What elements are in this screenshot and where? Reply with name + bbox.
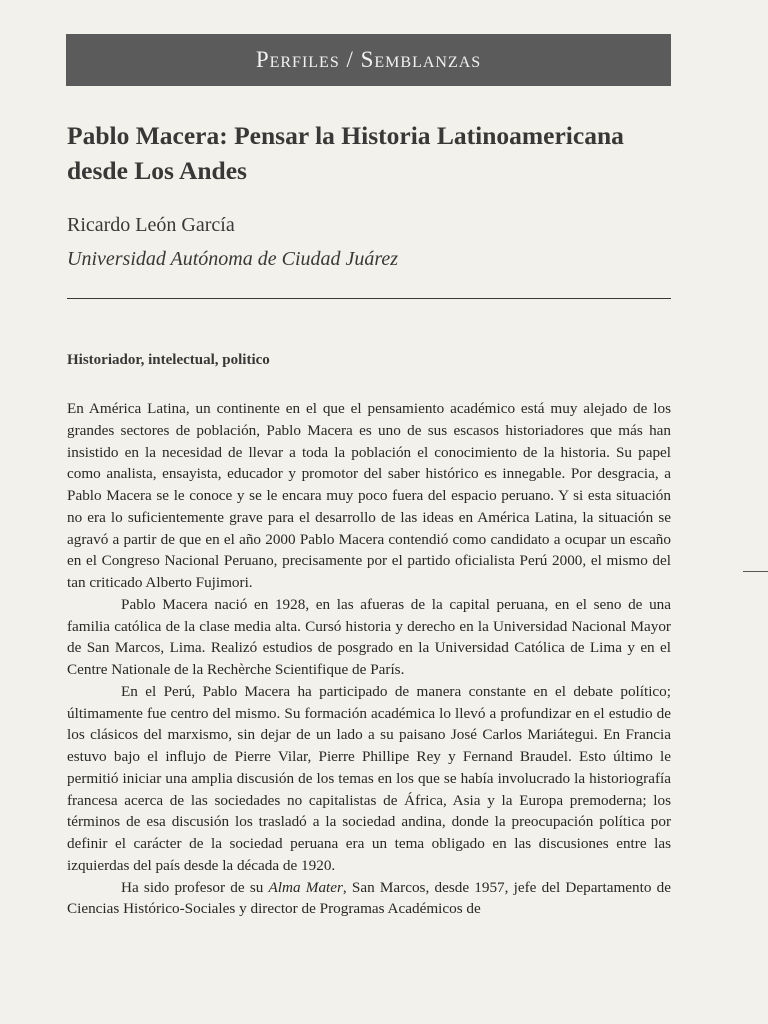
paragraph-3: En el Perú, Pablo Macera ha participado de manera constante en el debate político; últimamente fue centro del mismo. Su formación académica lo llevó a profundizar en el estudio de los clásicos del marxismo, sin dejar de un lado a su paisano José Carlos Mariátegui. En Francia estuvo bajo el influjo de Pierre Vilar, Pierre Phillipe Rey y Fernand Braudel. Esto último le permitió iniciar una amplia discusión de los temas en los que se había involucrado la historiografía francesa acerca de las sociedades no capitalistas de África, Asia y la Europa premoderna; los términos de esa discusión los trasladó a la sociedad andina, donde la preocupación política por definir el carácter de la sociedad peruana era un tema obligado en las discusiones entre las izquierdas del país desde la década de 1920.	[67, 682, 671, 874]
paragraph-1: En América Latina, un continente en el que el pensamiento académico está muy alejado de los grandes sectores de población, Pablo Macera es uno de sus escasos historiadores que más han insistido en la necesidad de llevar a toda la población el conocimiento de la historia. Su papel como analista, ensayista, educador y promotor del saber histórico es innegable. Por desgracia, a Pablo Macera se le conoce y se le encara muy poco fuera del espacio peruano. Y si esta situación no era lo suficientemente grave para el desarrollo de las ideas en América Latina, la situación se agravó a partir de que en el año 2000 Pablo Macera contendió como candidato a ocupar un escaño en el Congreso Nacional Peruano, precisamente por el partido oficialista Perú 2000, el mismo del tan criticado Alberto Fujimori.	[67, 400, 671, 591]
article-body	[67, 398, 671, 920]
alma-mater-italic: Alma Mater	[268, 878, 343, 896]
author-affiliation: Universidad Autónoma de Ciudad Juárez	[67, 248, 399, 270]
paragraph-4-start: Ha sido profesor de su	[121, 878, 269, 896]
section-heading: Historiador, intelectual, politico	[67, 352, 270, 368]
header-divider	[67, 298, 671, 299]
paragraph-2: Pablo Macera nació en 1928, en las afueras de la capital peruana, en el seno de una familia católica de la clase media alta. Cursó historia y derecho en la Universidad Nacional Mayor de San Marcos, Lima. Realizó estudios de posgrado en la Universidad Católica de Lima y en el Centre Nationale de la Rechèrche Scientifique de París.	[67, 595, 671, 678]
section-banner	[66, 34, 671, 86]
article-title: Pablo Macera: Pensar la Historia Latinoamericana desde Los Andes	[67, 121, 624, 185]
page-edge-mark	[743, 571, 768, 572]
banner-title: Perfiles / Semblanzas	[255, 47, 482, 72]
paragraph-4	[67, 877, 671, 921]
paragraph-4-end: , San Marcos, desde 1957, jefe del Departamento de Ciencias Histórico-Sociales y director de Programas Académicos de	[67, 878, 671, 918]
author-name: Ricardo León García	[67, 214, 235, 236]
